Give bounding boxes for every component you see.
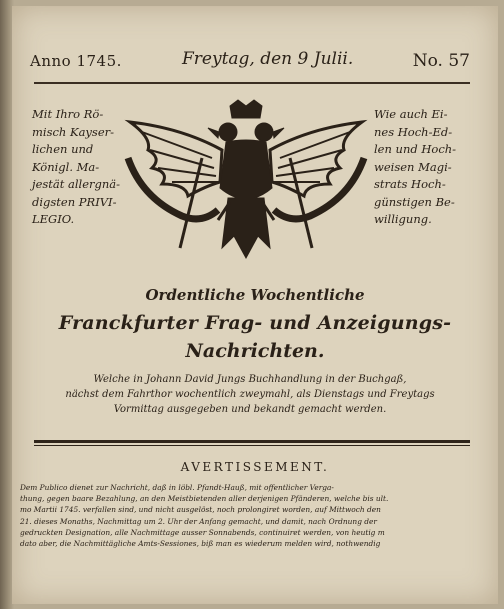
double-headed-eagle-icon	[122, 98, 370, 270]
masthead-date: Freytag, den 9 Julii.	[182, 49, 354, 69]
section-rule-thin	[34, 445, 470, 446]
privilege-left-line: misch Kayser-	[32, 124, 115, 139]
article-line: mo Martii 1745. verfallen sind, und nicht ausgelöst, noch prolongiret worden, auf Mittwoch den	[20, 505, 381, 515]
masthead-rule	[34, 82, 470, 84]
masthead-number: No. 57	[412, 51, 470, 71]
privilege-left	[32, 106, 122, 229]
privilege-right-line: günstigen Be-	[374, 194, 455, 209]
section-rule-thick	[34, 440, 470, 443]
article-line: gedruckten Designation, alle Nachmittage ausser Sonnabends, continuiret werden, von heutig m	[20, 527, 385, 537]
article-body	[20, 482, 458, 549]
privilege-right-line: nes Hoch-Ed-	[374, 124, 453, 139]
privilege-left-line: Königl. Ma-	[32, 159, 100, 174]
section-title: AVERTISSEMENT.	[180, 460, 330, 474]
privilege-left-line: LEGIO.	[32, 212, 75, 226]
title-line-3: Nachrichten.	[185, 340, 325, 362]
privilege-right-line: len und Hoch-	[374, 142, 457, 156]
privilege-right-line: weisen Magi-	[374, 159, 452, 174]
article-line: dato aber, die Nachmittägliche Amts-Sessiones, biß man es wiederum melden wird, nothwendig	[20, 539, 381, 549]
subtitle-line: Welche in Johann David Jungs Buchhandlung in der Buchgaß,	[93, 374, 407, 385]
article-line: Dem Publico dienet zur Nachricht, daß in löbl. Pfandt-Hauß, mit offentlicher Verga-	[20, 483, 334, 492]
title-line-2: Franckfurter Frag- und Anzeigungs-	[58, 312, 452, 334]
title-line-1: Ordentliche Wochentliche	[145, 286, 365, 304]
privilege-left-line: Mit Ihro Rö-	[32, 107, 104, 121]
subtitle	[30, 372, 470, 417]
privilege-left-line: digsten PRIVI-	[32, 194, 117, 209]
masthead-year: Anno 1745.	[30, 52, 122, 70]
privilege-right-line: strats Hoch-	[374, 177, 446, 191]
masthead	[30, 46, 470, 80]
subtitle-line: nächst dem Fahrthor wochentlich zweymahl, als Dienstags und Freytags	[65, 389, 435, 400]
newspaper-page	[12, 6, 498, 604]
privilege-right-line: Wie auch Ei-	[374, 107, 448, 121]
subtitle-line: Vormittag ausgegeben und bekandt gemacht werden.	[113, 404, 387, 415]
article-line: thung, gegen baare Bezahlung, an den Meistbietenden aller derjenigen Pfänderen, welche bis ult.	[20, 494, 389, 504]
privilege-left-line: lichen und	[32, 142, 94, 156]
article-line: 21. dieses Monaths, Nachmittag um 2. Uhr der Anfang gemacht, und damit, nach Ordnung der	[20, 516, 377, 526]
privilege-left-line: jestät allergnä-	[32, 177, 121, 191]
privilege-right	[374, 106, 472, 229]
privilege-right-line: willigung.	[374, 212, 432, 226]
